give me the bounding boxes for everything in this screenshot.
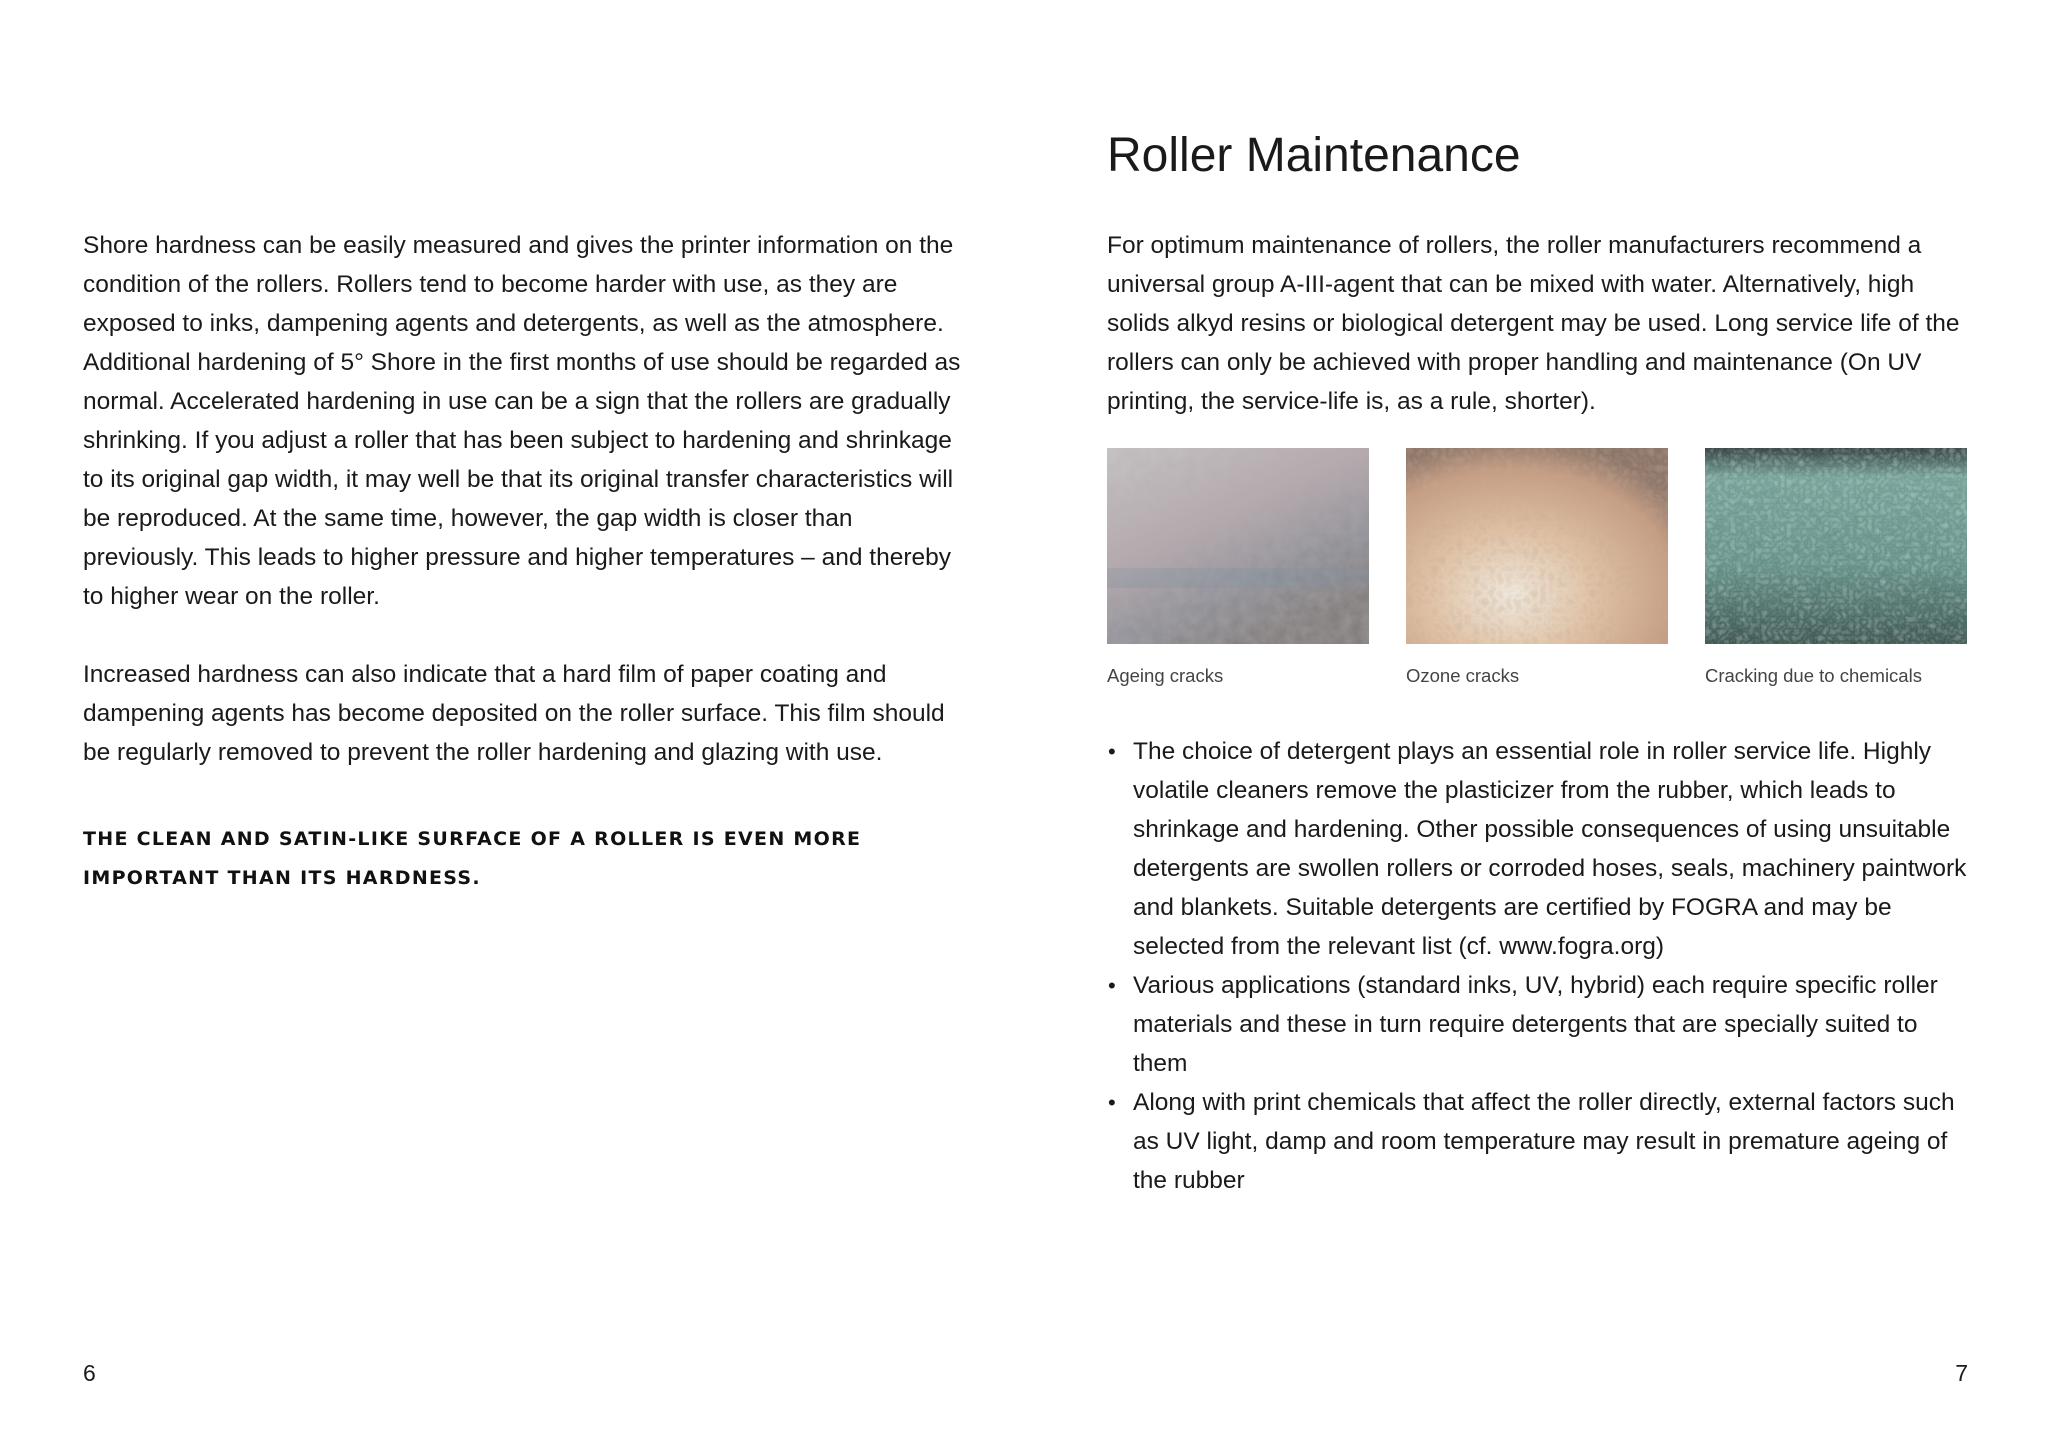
bullet-text: Along with print chemicals that affect the roller directly, external factors such as UV light, damp and room temperature may result in premature ageing of the rubber [1133,1089,1955,1194]
list-item [1107,732,1967,966]
list-item [1107,1083,1967,1200]
figure-row [1107,448,1967,688]
chemical-cracking-photo [1705,448,1967,644]
bullet-icon: • [1108,1090,1116,1115]
figure-ozone-cracks [1406,448,1668,688]
bullet-text: Various applications (standard inks, UV, hybrid) each require specific roller materials and these in turn require detergents that are specially suited to them [1133,972,1938,1077]
list-item [1107,966,1967,1083]
body-paragraph: Shore hardness can be easily measured and gives the printer information on the condition of the rollers. Rollers tend to become harder with use, as they are exposed to inks, dampening agents and detergents, as well as the atmosphere. Additional hardening of 5° Shore in the first months of use should be regarded as normal. Accelerated hardening in use can be a sign that the rollers are gradually shrinking. If you adjust a roller that has been subject to hardening and shrinkage to its original gap width, it may well be that its original transfer characteristics will be reproduced. At the same time, however, the gap width is closer than previously. This leads to higher pressure and higher temperatures – and thereby to higher wear on the roller. [83,232,961,610]
figure-caption: Ageing cracks [1107,665,1224,686]
callout-text: THE CLEAN AND SATIN-LIKE SURFACE OF A ROLLER IS EVEN MORE IMPORTANT THAN ITS HARDNESS. [83,828,862,889]
bullet-list [1107,732,1967,1200]
page-number-right: 7 [1955,1360,1968,1386]
section-title: Roller Maintenance [1107,129,1521,182]
bullet-icon: • [1108,739,1116,764]
ozone-cracks-photo [1406,448,1668,644]
bullet-text: The choice of detergent plays an essential role in roller service life. Highly volatile cleaners remove the plasticizer from the rubber, which leads to shrinkage and hardening. Other possible consequences of using unsuitable detergents are swollen rollers or corroded hoses, seals, machinery paintwork and blankets. Suitable detergents are certified by FOGRA and may be selected from the relevant list (cf. www.fogra.org) [1133,738,1967,960]
left-page-content [83,226,963,898]
bullet-icon: • [1108,973,1116,998]
figure-caption: Ozone cracks [1406,665,1520,686]
figure-chemical-cracking [1705,448,1967,688]
figure-caption: Cracking due to chemicals [1705,665,1922,686]
page-number-left: 6 [83,1360,96,1386]
ageing-cracks-photo [1107,448,1369,644]
figure-ageing-cracks [1107,448,1369,688]
intro-paragraph: For optimum maintenance of rollers, the roller manufacturers recommend a universal group A-III-agent that can be mixed with water. Alternatively, high solids alkyd resins or biological detergent may be used. Long service life of the rollers can only be achieved with proper handling and maintenance (On UV printing, the service-life is, as a rule, shorter). [1107,232,1960,415]
body-paragraph: Increased hardness can also indicate that a hard film of paper coating and dampening agents has become deposited on the roller surface. This film should be regularly removed to prevent the roller hardening and glazing with use. [83,661,945,766]
